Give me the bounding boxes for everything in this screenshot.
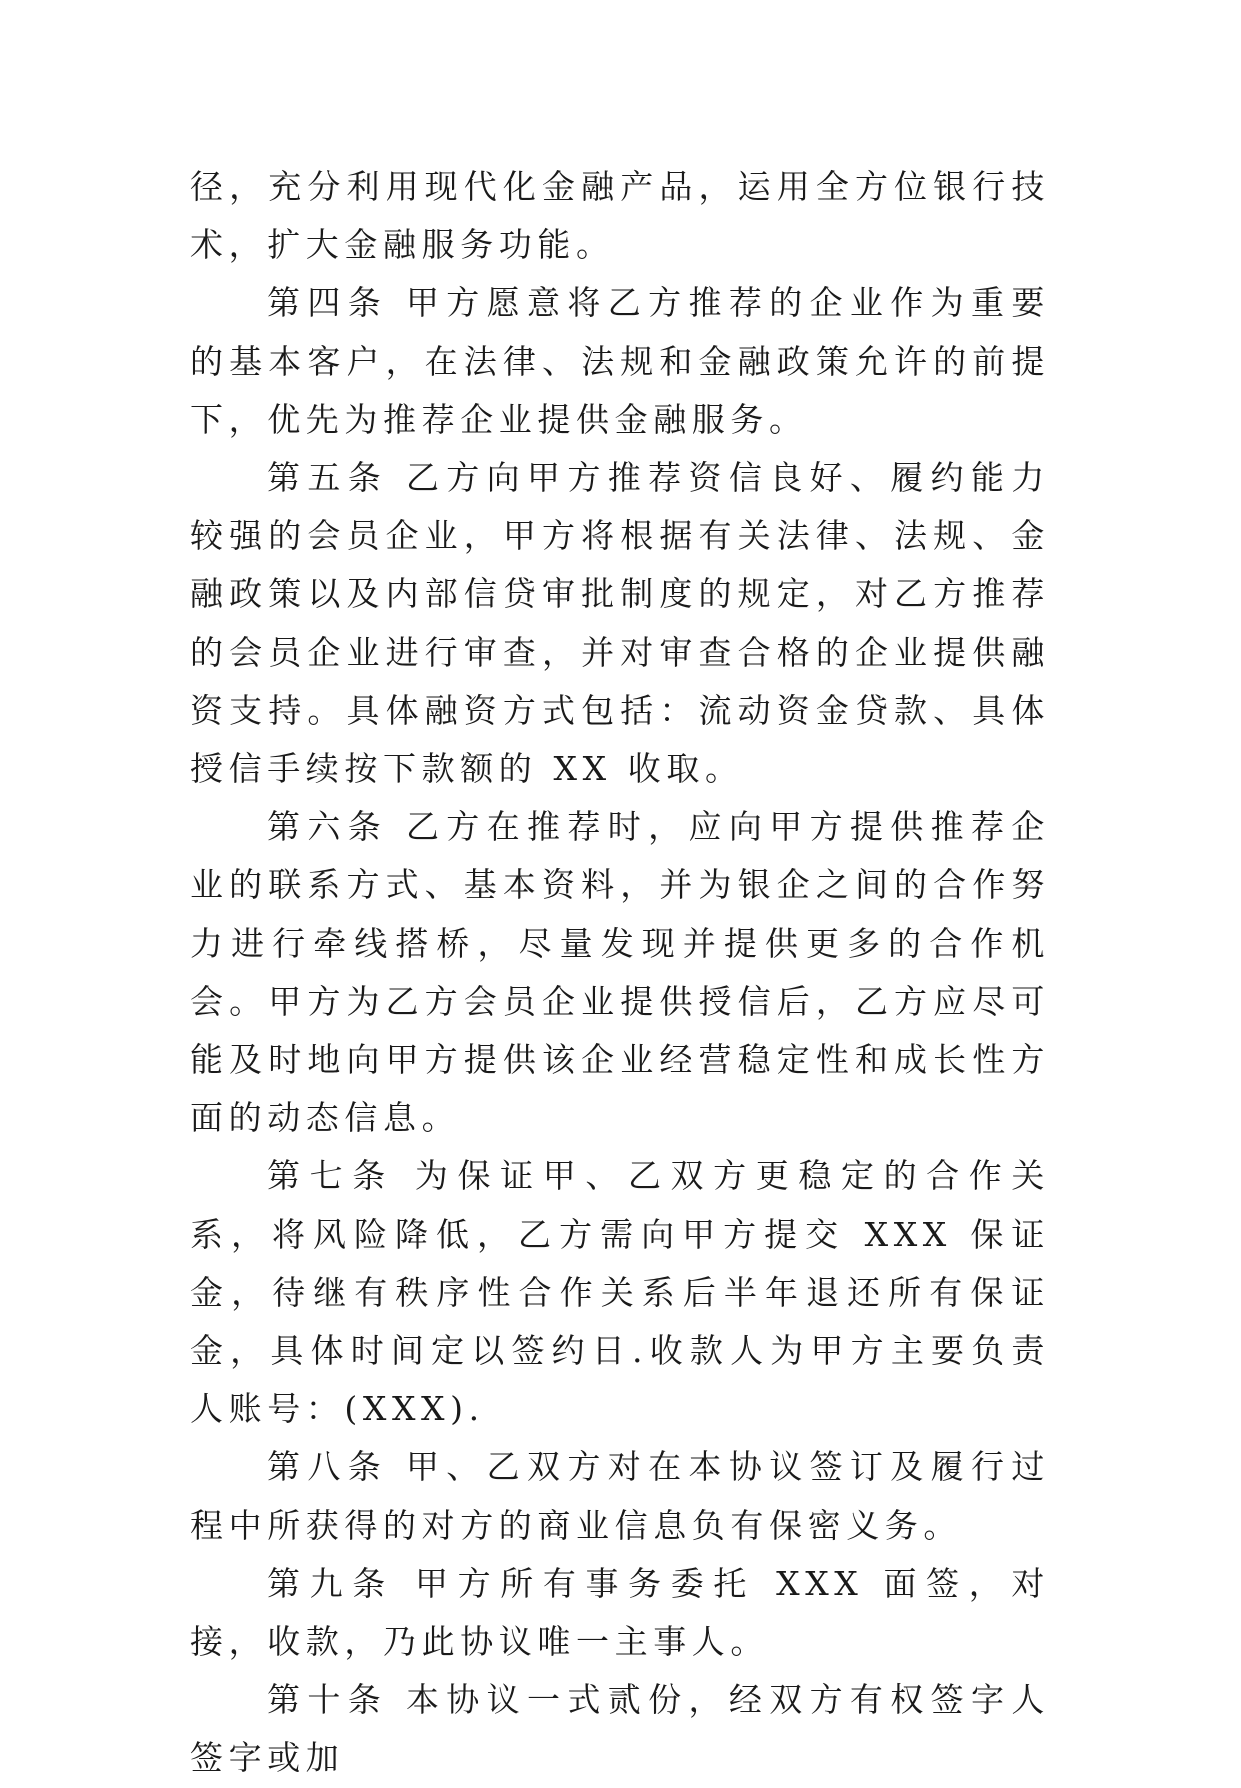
document-body: [190, 158, 1050, 1788]
article-6-paragraph: 第六条 乙方在推荐时，应向甲方提供推荐企业的联系方式、基本资料，并为银企之间的合作努力进行牵线搭桥，尽量发现并提供更多的合作机会。甲方为乙方会员企业提供授信后，乙方应尽可能及时地向甲方提供该企业经营稳定性和成长性方面的动态信息。: [190, 807, 1050, 1138]
article-10-paragraph: 第十条 本协议一式贰份，经双方有权签字人签字或加: [190, 1680, 1050, 1778]
article-8-paragraph: 第八条 甲、乙双方对在本协议签订及履行过程中所获得的对方的商业信息负有保密义务。: [190, 1447, 1050, 1545]
article-4-paragraph: 第四条 甲方愿意将乙方推荐的企业作为重要的基本客户，在法律、法规和金融政策允许的前提下，优先为推荐企业提供金融服务。: [190, 283, 1050, 439]
article-7-paragraph: 第七条 为保证甲、乙双方更稳定的合作关系，将风险降低，乙方需向甲方提交 XXX 保证金，待继有秩序性合作关系后半年退还所有保证金，具体时间定以签约日.收款人为甲方主要负责人账号：(XXX).: [190, 1156, 1050, 1429]
article-5-paragraph: 第五条 乙方向甲方推荐资信良好、履约能力较强的会员企业，甲方将根据有关法律、法规、金融政策以及内部信贷审批制度的规定，对乙方推荐的会员企业进行审查，并对审查合格的企业提供融资支持。具体融资方式包括：流动资金贷款、具体授信手续按下款额的 XX 收取。: [190, 458, 1050, 789]
article-9-paragraph: 第九条 甲方所有事务委托 XXX 面签，对接，收款，乃此协议唯一主事人。: [190, 1563, 1050, 1662]
paragraph-continuation: 径，充分利用现代化金融产品，运用全方位银行技术，扩大金融服务功能。: [190, 167, 1050, 265]
